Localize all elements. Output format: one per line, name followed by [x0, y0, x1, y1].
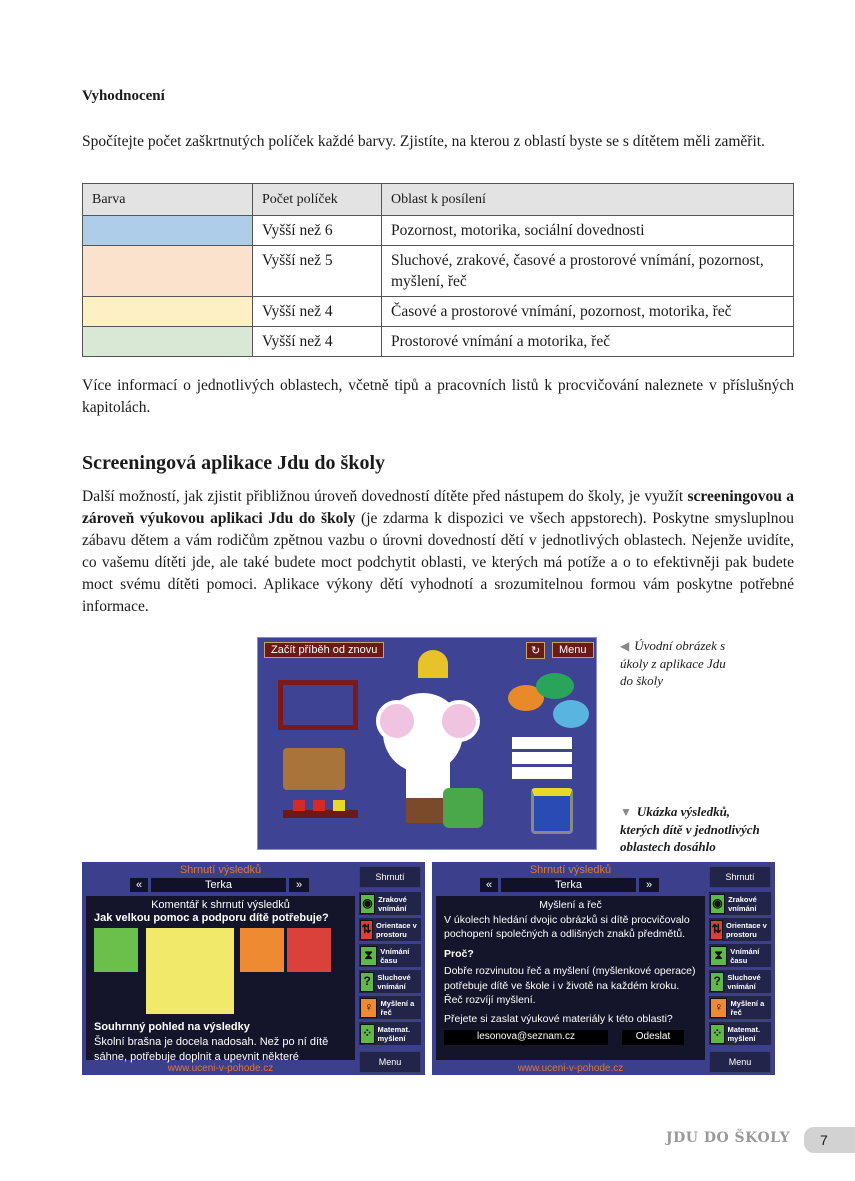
why-title: Proč? — [444, 947, 474, 960]
prev-button[interactable]: « — [480, 878, 498, 892]
cup — [293, 800, 305, 811]
arrows-icon: ⇅ — [360, 920, 373, 940]
area-text: V úkolech hledání dvojic obrázků si dítě procvičovalo pochopení společných a odlišných znaků předmětů. — [444, 913, 690, 940]
results-header: Shrnutí výsledků — [179, 864, 262, 876]
category-button[interactable] — [359, 944, 421, 967]
caption-intro — [620, 637, 740, 689]
menu-button[interactable]: Menu — [359, 1051, 421, 1073]
summary-button[interactable]: Shrnutí — [359, 866, 421, 888]
caption-results — [620, 803, 770, 855]
support-level-none — [94, 928, 138, 972]
picture-frames — [278, 680, 358, 730]
category-label: Orientace v prostoru — [375, 920, 417, 939]
eye-icon: ◉ — [360, 894, 375, 914]
category-label: Matemat. myšlení — [727, 1024, 761, 1043]
text: (je zdarma k dispozici ve všech appstorech). Poskytne smysluplnou zábavu dětem a vám rodičům zpětnou vazbu o úrovni dovedností dětí v jednotlivých oblastech. Nejenže uvidíte, co vašemu dítěti jde, ale také budete moct podchytit oblasti, ve kterých má potíže a o to efektivněji pak budete moct svému dítěti pomoci. Aplikace výkony dětí vyhodnotí a srozumitelnou formou vám poskytne potřebné informace. — [82, 510, 794, 615]
arrows-icon: ⇅ — [710, 920, 723, 940]
shape-blue — [553, 700, 589, 728]
text: Další možností, jak zjistit přibližnou úroveň dovedností dítěte před nástupem do školy, je využít — [82, 488, 688, 505]
count-cell: Vyšší než 4 — [253, 297, 382, 327]
category-button[interactable] — [709, 1022, 771, 1045]
support-level-high — [287, 928, 331, 972]
category-button[interactable] — [709, 944, 771, 967]
dice-icon: ⁘ — [710, 1024, 725, 1044]
category-button[interactable] — [709, 970, 771, 993]
area-title: Myšlení a řeč — [539, 899, 602, 911]
cup — [313, 800, 325, 811]
app-paragraph — [82, 486, 794, 618]
caption-text: Úvodní obrázek s úkoly z aplikace Jdu do školy — [620, 638, 726, 688]
results-body — [86, 896, 355, 1063]
caption-text: Ukázka výsledků, kterých dítě v jednotlivých oblastech dosáhlo — [620, 804, 760, 854]
triangle-left-icon: ◀ — [620, 639, 630, 653]
cup — [333, 800, 345, 811]
category-button[interactable] — [359, 970, 421, 993]
footer-url[interactable]: www.uceni-v-pohode.cz — [167, 1063, 274, 1074]
area-cell: Sluchové, zrakové, časové a prostorové vnímání, pozornost, myšlení, řeč — [382, 246, 794, 297]
lightbulb-icon: ♀ — [710, 998, 727, 1018]
col-header: Barva — [83, 184, 253, 216]
summary-button[interactable]: Shrnutí — [709, 866, 771, 888]
area-cell: Časové a prostorové vnímání, pozornost, motorika, řeč — [382, 297, 794, 327]
prev-button[interactable]: « — [130, 878, 148, 892]
ask-text: Přejete si zaslat výukové materiály k této oblasti? — [444, 1012, 673, 1025]
category-label: Zrakové vnímání — [728, 894, 757, 913]
table-row — [83, 327, 794, 357]
lightbulb-icon: ♀ — [360, 998, 377, 1018]
child-selector — [130, 878, 309, 892]
results-body — [436, 896, 705, 1060]
app-intro-screenshot — [257, 637, 597, 850]
gramophone — [418, 650, 448, 678]
category-button[interactable] — [359, 1022, 421, 1045]
mouse-ear — [376, 700, 418, 742]
support-level-selected — [146, 928, 234, 1014]
summary-text: Školní brašna je docela nadosah. Než po ní dítě sáhne, potřebuje doplnit a upevnit některé — [94, 1036, 329, 1063]
count-cell: Vyšší než 6 — [253, 216, 382, 246]
section-heading: Vyhodnocení — [82, 88, 165, 104]
category-label: Myšlení a řeč — [730, 998, 765, 1017]
category-label: Matemat. myšlení — [377, 1024, 411, 1043]
page-number: 7 — [804, 1127, 855, 1153]
send-button[interactable]: Odeslat — [622, 1030, 684, 1045]
color-swatch — [83, 327, 253, 357]
bold-text: screeningovou a zároveň výukovou aplikaci Jdu do školy — [82, 488, 794, 527]
hourglass-icon: ⧗ — [360, 946, 377, 966]
color-swatch — [83, 216, 253, 246]
outro-paragraph: Více informací o jednotlivých oblastech, včetně tipů a pracovních listů k procvičování naleznete v příslušných kapitolách. — [82, 377, 794, 416]
results-screenshot-detail — [432, 862, 775, 1075]
evaluation-table — [82, 183, 794, 357]
hourglass-icon: ⧗ — [710, 946, 727, 966]
count-cell: Vyšší než 5 — [253, 246, 382, 297]
child-name: Terka — [501, 878, 636, 892]
footer-brand: JDU DO ŠKOLY — [666, 1130, 791, 1146]
refresh-icon[interactable]: ↻ — [526, 642, 545, 659]
why-text: Dobře rozvinutou řeč a myšlení (myšlenkové operace) potřebuje dítě ve škole i v životě na každém kroku. Řeč rozvíjí myšlení. — [444, 965, 696, 1006]
next-button[interactable]: » — [289, 878, 309, 892]
email-input[interactable]: lesonova@seznam.cz — [444, 1030, 608, 1045]
category-button[interactable] — [709, 918, 771, 941]
shape-green — [536, 673, 574, 699]
watering-can — [443, 788, 483, 828]
table-row — [83, 297, 794, 327]
intro-paragraph: Spočítejte počet zaškrtnutých políček každé barvy. Zjistíte, na kterou z oblastí byste se s dítětem měli zaměřit. — [82, 133, 765, 150]
section-heading: Screeningová aplikace Jdu do školy — [82, 452, 386, 474]
category-sidebar — [709, 866, 771, 1073]
count-cell: Vyšší než 4 — [253, 327, 382, 357]
support-levels — [94, 926, 347, 1018]
color-swatch — [83, 297, 253, 327]
child-selector — [480, 878, 659, 892]
area-cell: Pozornost, motorika, sociální dovednosti — [382, 216, 794, 246]
category-label: Vnímání času — [730, 946, 760, 965]
triangle-down-icon: ▼ — [620, 805, 632, 819]
next-button[interactable]: » — [639, 878, 659, 892]
table-row — [83, 246, 794, 297]
category-button[interactable] — [359, 996, 421, 1019]
ear-icon: ? — [360, 972, 374, 992]
summary-title: Souhrnný pohled na výsledky — [94, 1021, 250, 1033]
category-sidebar — [359, 866, 421, 1073]
menu-button[interactable]: Menu — [709, 1051, 771, 1073]
category-button[interactable] — [709, 892, 771, 915]
footer-url[interactable]: www.uceni-v-pohode.cz — [517, 1063, 624, 1074]
area-cell: Prostorové vnímání a motorika, řeč — [382, 327, 794, 357]
col-header: Počet políček — [253, 184, 382, 216]
color-swatch — [83, 246, 253, 297]
results-screenshot-summary — [82, 862, 425, 1075]
col-header: Oblast k posílení — [382, 184, 794, 216]
support-level-medium — [240, 928, 284, 972]
menu-button[interactable]: Menu — [552, 642, 594, 658]
eye-icon: ◉ — [710, 894, 725, 914]
category-label: Sluchové vnímání — [727, 972, 761, 991]
suitcase — [283, 748, 345, 790]
mouse-ear — [438, 700, 480, 742]
table-row — [83, 216, 794, 246]
category-label: Vnímání času — [380, 946, 410, 965]
category-label: Myšlení a řeč — [380, 998, 415, 1017]
category-label: Zrakové vnímání — [378, 894, 407, 913]
category-label: Orientace v prostoru — [725, 920, 767, 939]
category-label: Sluchové vnímání — [377, 972, 411, 991]
category-button[interactable] — [359, 892, 421, 915]
ear-icon: ? — [710, 972, 724, 992]
shelf — [283, 810, 358, 818]
category-button[interactable] — [709, 996, 771, 1019]
results-header: Shrnutí výsledků — [529, 864, 612, 876]
restart-story-button[interactable]: Začít příběh od znovu — [264, 642, 384, 658]
subtitle: Komentář k shrnutí výsledků — [151, 899, 290, 911]
dice-icon: ⁘ — [360, 1024, 375, 1044]
picture-cards — [512, 735, 572, 779]
child-name: Terka — [151, 878, 286, 892]
question: Jak velkou pomoc a podporu dítě potřebuje? — [94, 912, 329, 924]
category-button[interactable] — [359, 918, 421, 941]
drum — [531, 788, 573, 834]
